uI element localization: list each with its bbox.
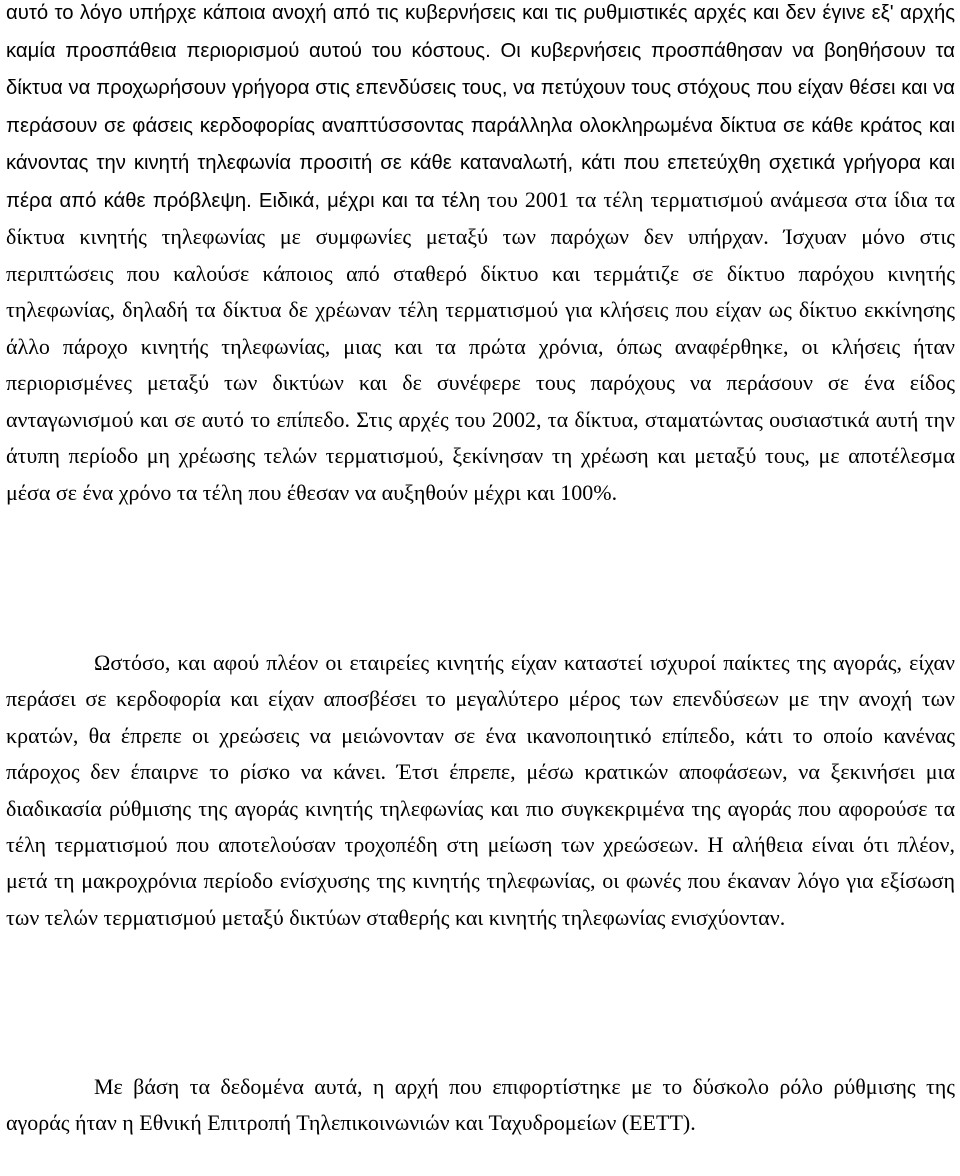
- paragraph-3: Με βάση τα δεδομένα αυτά, η αρχή που επιφορτίστηκε με το δύσκολο ρόλο ρύθμισης της αγοράς ήταν η Εθνική Επιτροπή Τηλεπικοινωνιών και Ταχυδρομείων (ΕΕΤΤ).: [6, 1074, 955, 1136]
- paragraph-1-sans-text: αυτό το λόγο υπήρχε κάποια ανοχή από τις κυβερνήσεις και τις ρυθμιστικές αρχές και δεν έγινε εξ' αρχής καμία προσπάθεια περιορισμού αυτού του κόστους. Οι κυβερνήσεις προσπάθησαν να βοηθήσουν τα δίκτυα να προχωρήσουν γρήγορα στις επενδύσεις τους, να πετύχουν τους στόχους που είχαν θέσει και να περάσουν σε φάσεις κερδοφορίας αναπτύσσοντας παράλληλα ολοκληρωμένα δίκτυα σε κάθε κράτος και κάνοντας την κινητή τηλεφωνία προσιτή σε κάθε καταναλωτή, κάτι που επετεύχθη σχετικά γρήγορα και πέρα από κάθε πρόβλεψη. Ειδικά, μέχρι και τα τέλη: [6, 2, 955, 212]
- paragraph-2: Ωστόσο, και αφού πλέον οι εταιρείες κινητής είχαν καταστεί ισχυροί παίκτες της αγοράς, είχαν περάσει σε κερδοφορία και είχαν αποσβέσει το μεγαλύτερο μέρος των επενδύσεων με την ανοχή των κρατών, θα έπρεπε οι χρεώσεις να μειώνονταν σε ένα ικανοποιητικό επίπεδο, κάτι το οποίο κανένας πάροχος δεν έπαιρνε το ρίσκο να κάνει. Έτσι έπρεπε, μέσω κρατικών αποφάσεων, να ξεκινήσει μια διαδικασία ρύθμισης της αγοράς κινητής τηλεφωνίας και πιο συγκεκριμένα της αγοράς που αφορούσε τα τέλη τερματισμού που αποτελούσαν τροχοπέδη στη μείωση των χρεώσεων. Η αλήθεια είναι ότι πλέον, μετά τη μακροχρόνια περίοδο ενίσχυσης της κινητής τηλεφωνίας, οι φωνές που έκαναν λόγο για εξίσωση των τελών τερματισμού μεταξύ δικτύων σταθερής και κινητής τηλεφωνίας ενισχύονταν.: [6, 650, 955, 930]
- paragraph-3-wrap: [6, 1069, 955, 1142]
- paragraph-1-serif-text: του 2001 τα τέλη τερματισμού ανάμεσα στα ίδια τα δίκτυα κινητής τηλεφωνίας με συμφωνίες μεταξύ των παρόχων δεν υπήρχαν. Ίσχυαν μόνο στις περιπτώσεις που καλούσε κάποιος από σταθερό δίκτυο και τερμάτιζε σε δίκτυο παρόχου κινητής τηλεφωνίας, δηλαδή τα δίκτυα δε χρέωναν τέλη τερματισμού για κλήσεις που είχαν ως δίκτυο εκκίνησης άλλο πάροχο κινητής τηλεφωνίας, μιας και τα πρώτα χρόνια, όπως αναφέρθηκε, οι κλήσεις ήταν περιορισμένες μεταξύ των δικτύων και δε συνέφερε τους παρόχους να περάσουν σε ένα είδος ανταγωνισμού και σε αυτό το επίπεδο. Στις αρχές του 2002, τα δίκτυα, σταματώντας ουσιαστικά αυτή την άτυπη περίοδο μη χρέωσης τελών τερματισμού, ξεκίνησαν τη χρέωση και μεταξύ τους, με αποτέλεσμα μέσα σε ένα χρόνο τα τέλη που έθεσαν να αυξηθούν μέχρι και 100%.: [6, 186, 956, 505]
- paragraph-1: [6, 0, 955, 511]
- paragraph-2-wrap: [6, 645, 955, 936]
